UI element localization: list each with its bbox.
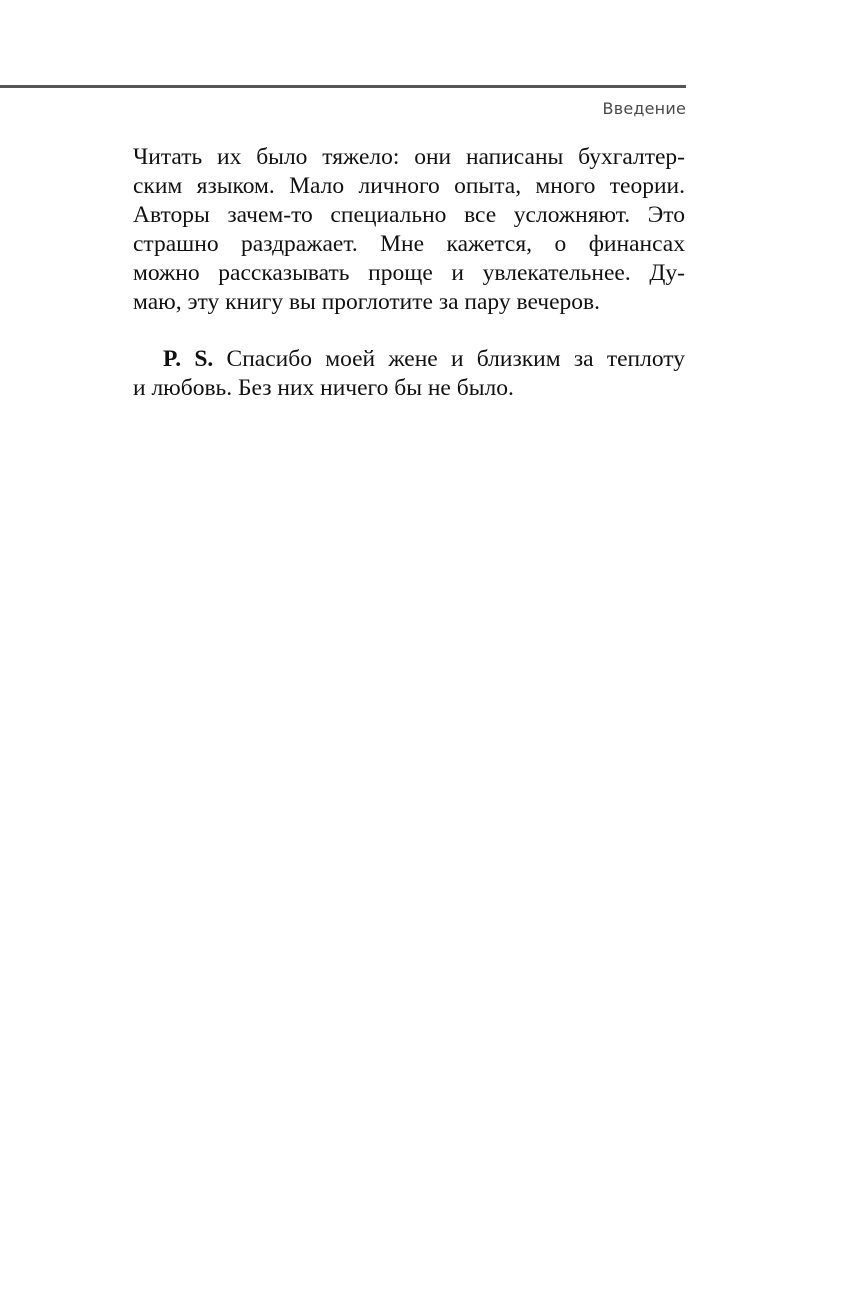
header-rule bbox=[0, 85, 686, 88]
paragraph-1-line: страшно раздражает. Мне кажется, о финансах bbox=[133, 231, 685, 257]
running-head: Введение bbox=[602, 99, 686, 118]
paragraph-1-line: Авторы зачем-то специально все усложняют. Это bbox=[133, 202, 685, 228]
paragraph-1-line: можно рассказывать проще и увлекательнее. Ду- bbox=[133, 260, 685, 286]
postscript-line-2: и любовь. Без них ничего бы не было. bbox=[133, 375, 514, 401]
paragraph-1-line: маю, эту книгу вы проглотите за пару вечеров. bbox=[133, 289, 601, 315]
paragraph-1 bbox=[133, 143, 685, 317]
paragraph-1-line: ским языком. Мало личного опыта, много теории. bbox=[133, 173, 685, 199]
postscript-label: P. S. bbox=[163, 346, 214, 372]
postscript-paragraph bbox=[133, 345, 685, 403]
postscript-line-1 bbox=[133, 345, 685, 374]
postscript-line-1-text: Спасибо моей жене и близким за теплоту bbox=[226, 346, 686, 372]
paragraph-1-line: Читать их было тяжело: они написаны бухгалтер- bbox=[133, 144, 685, 170]
